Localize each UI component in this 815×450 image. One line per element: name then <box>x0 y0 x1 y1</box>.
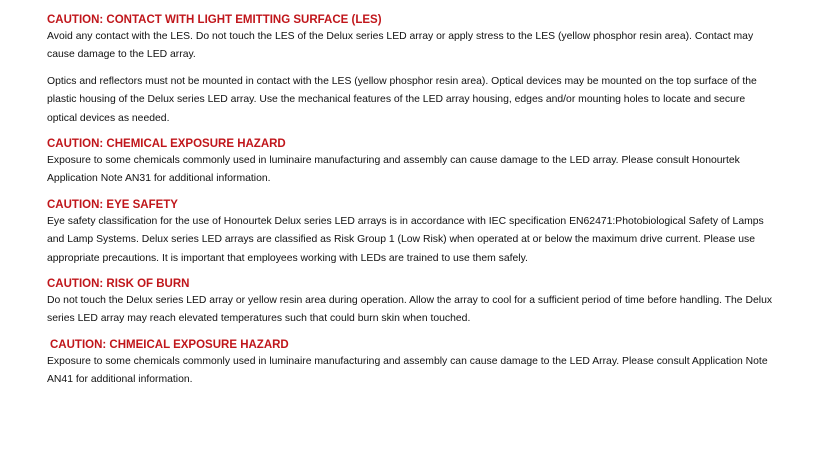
section-paragraph: Avoid any contact with the LES. Do not touch the LES of the Delux series LED array or apply stress to the LES (yellow phosphor resin area). Contact may cause damage to the LED array. <box>47 31 754 61</box>
section-heading: CAUTION: CONTACT WITH LIGHT EMITTING SURFACE (LES) <box>47 14 382 26</box>
section-risk-of-burn <box>47 276 777 329</box>
section-heading: CAUTION: EYE SAFETY <box>47 198 178 211</box>
section-les-contact <box>47 12 777 128</box>
section-paragraph: Exposure to some chemicals commonly used in luminaire manufacturing and assembly can cause damage to the LED array. Please consult Honourtek Application Note AN31 for additional information. <box>47 155 740 185</box>
section-eye-safety <box>47 197 777 268</box>
section-heading: CAUTION: RISK OF BURN <box>47 278 190 291</box>
section-heading: CAUTION: CHMEICAL EXPOSURE HAZARD <box>50 338 289 351</box>
section-paragraph: Exposure to some chemicals commonly used in luminaire manufacturing and assembly can cause damage to the LED Array. Please consult Application Note AN41 for additional information. <box>47 355 768 386</box>
section-paragraph: Eye safety classification for the use of Honourtek Delux series LED arrays is in accordance with IEC specification EN62471:Photobiological Safety of Lamps and Lamp Systems. Delux series LED arrays are classified as Risk Group 1 (Low Risk) when operated at or below the maximum drive current. Please use appropriate precautions. It is important that employees working with LEDs are trained to use them safely. <box>47 215 764 264</box>
document-body <box>47 12 777 390</box>
section-paragraph: Do not touch the Delux series LED array or yellow resin area during operation. Allow the array to cool for a sufficient period of time before handling. The Delux series LED array may reach elevated temperatures such that could burn skin when touched. <box>47 295 773 325</box>
section-chemical-exposure-2 <box>47 337 777 390</box>
section-chemical-exposure <box>47 136 777 189</box>
section-paragraph: Optics and reflectors must not be mounted in contact with the LES (yellow phosphor resin area). Optical devices may be mounted on the top surface of the plastic housing of the Delux series LED array. Use the mechanical features of the LED array housing, edges and/or mounting holes to locate and secure optical devices as needed. <box>47 75 757 124</box>
section-heading: CAUTION: CHEMICAL EXPOSURE HAZARD <box>47 138 286 151</box>
